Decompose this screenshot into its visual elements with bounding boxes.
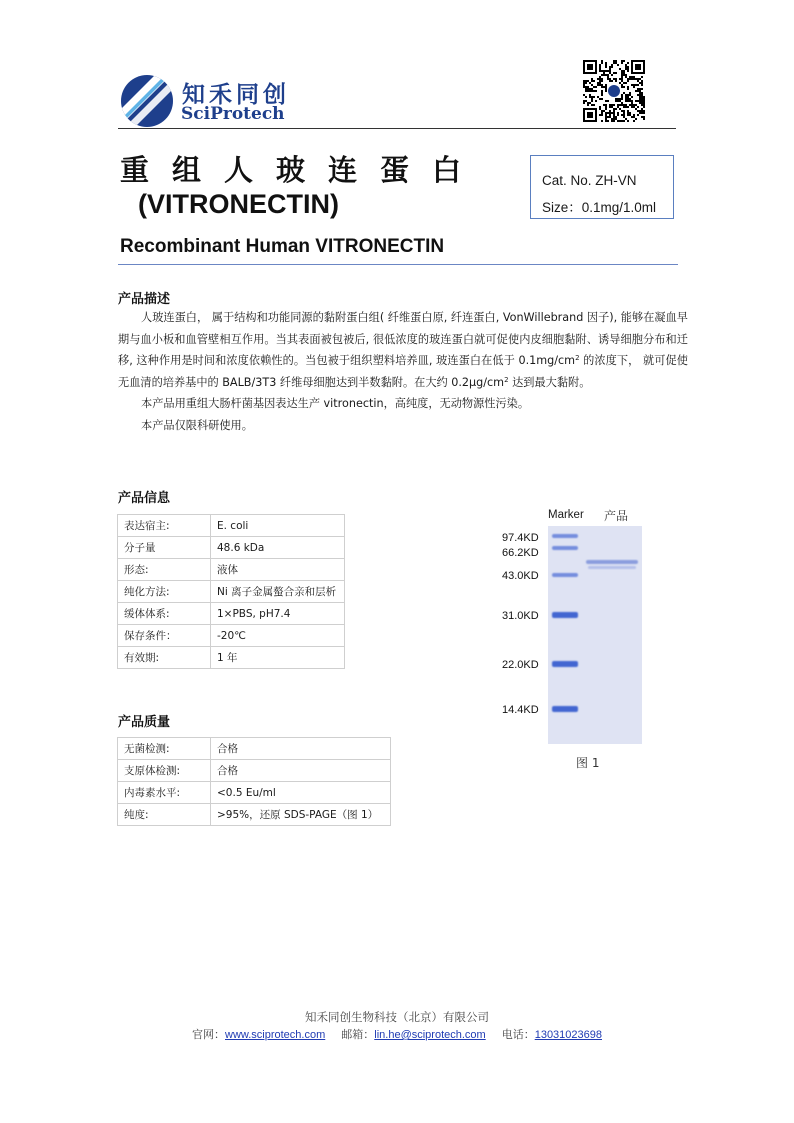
info-value: 1×PBS, pH7.4: [211, 603, 345, 625]
catalog-info-box: [530, 155, 674, 219]
description-paragraph-1: 人玻连蛋白， 属于结构和功能同源的黏附蛋白组( 纤维蛋白原, 纤连蛋白, VonWillebrand 因子), 能够在凝血早期与血小板和血管壁相互作用。当其表面被包被后, 很低浓度的玻连蛋白就可促使内皮细胞黏附、诱导细胞分布和迁移, 这种作用是时间和浓度依赖性的。当包被于组织塑料培养皿, 玻连蛋白在低于 $0.1mg/cm^2$ 的浓度下， 就可促使无血清的培养基中的 BALB/3T3 纤维母细胞达到半数黏附。在大约 $0.2\mu g/cm^2$ 达到最大黏附。: [118, 311, 688, 389]
quality-value: >95%，还原 SDS-PAGE（图 1）: [211, 804, 391, 826]
info-label: 表达宿主:: [118, 515, 211, 537]
sds-page-gel-image: [548, 526, 642, 744]
info-label: 缓体体系:: [118, 603, 211, 625]
marker-band: [552, 534, 578, 538]
info-row: [118, 537, 345, 559]
quality-row: [118, 760, 391, 782]
product-info-table: [117, 514, 345, 669]
sciprotech-logo-icon: [120, 74, 174, 128]
marker-band: [552, 612, 578, 618]
quality-label: 无菌检测:: [118, 738, 211, 760]
footer-company-name: 知禾同创生物科技（北京）有限公司: [305, 1010, 489, 1024]
quality-heading: 产品质量: [118, 715, 171, 730]
website-link[interactable]: www.sciprotech.com: [225, 1029, 326, 1041]
description-paragraph-2: 本产品用重组大肠杆菌基因表达生产 vitronectin，高纯度，无动物源性污染。: [141, 397, 530, 410]
quality-label: 纯度:: [118, 804, 211, 826]
info-value: 48.6 kDa: [211, 537, 345, 559]
marker-band: [552, 706, 578, 712]
info-label: 有效期:: [118, 647, 211, 669]
product-size: Size：0.1mg/1.0ml: [542, 200, 657, 215]
info-value: Ni 离子金属螯合亲和层析: [211, 581, 345, 603]
description-body: [118, 307, 688, 436]
marker-weight-label: 22.0KD: [502, 659, 539, 671]
phone-label: 电话：: [501, 1028, 535, 1041]
logo-chinese-name: 知禾同创: [182, 82, 290, 108]
marker-band: [552, 546, 578, 550]
info-value: 液体: [211, 559, 345, 581]
quality-label: 支原体检测:: [118, 760, 211, 782]
quality-row: [118, 782, 391, 804]
info-row: [118, 603, 345, 625]
website-label: 官网：: [192, 1028, 225, 1041]
email-label: 邮箱：: [341, 1028, 375, 1041]
info-value: -20℃: [211, 625, 345, 647]
gel-lane-marker-label: Marker: [548, 509, 584, 521]
info-value: 1 年: [211, 647, 345, 669]
title-divider: [118, 264, 678, 265]
description-paragraph-3: 本产品仅限科研使用。: [141, 418, 253, 432]
phone-link[interactable]: 13031023698: [534, 1029, 602, 1041]
info-label: 形态:: [118, 559, 211, 581]
email-link[interactable]: lin.he@sciprotech.com: [374, 1029, 486, 1041]
marker-weight-label: 14.4KD: [502, 704, 539, 716]
footer-contact: [0, 1026, 794, 1042]
product-quality-table: [117, 737, 391, 826]
info-row: [118, 581, 345, 603]
quality-row: [118, 804, 391, 826]
info-label: 分子量: [118, 537, 211, 559]
product-title-chinese: 重组人玻连蛋白: [120, 153, 485, 187]
marker-band: [552, 661, 578, 667]
quality-value: 合格: [211, 738, 391, 760]
info-value: E. coli: [211, 515, 345, 537]
figure-caption: 图 1: [576, 756, 600, 770]
marker-weight-label: 97.4KD: [502, 532, 539, 544]
product-band: [586, 560, 638, 564]
logo-english-name: SciProtech: [181, 104, 285, 124]
info-label: 保存条件：: [118, 625, 211, 647]
qr-code-icon[interactable]: [583, 60, 645, 122]
info-row: [118, 515, 345, 537]
info-heading: 产品信息: [118, 491, 171, 506]
quality-row: [118, 738, 391, 760]
marker-weight-label: 43.0KD: [502, 570, 539, 582]
marker-weight-label: 66.2KD: [502, 547, 539, 559]
info-label: 纯化方法:: [118, 581, 211, 603]
marker-weight-label: 31.0KD: [502, 610, 539, 622]
header-divider: [118, 128, 676, 129]
marker-band: [552, 573, 578, 577]
gel-lane-product-label: 产品: [604, 509, 629, 523]
quality-value: <0.5 Eu/ml: [211, 782, 391, 804]
info-row: [118, 647, 345, 669]
description-heading: 产品描述: [118, 292, 171, 307]
catalog-number: Cat. No. ZH-VN: [542, 173, 637, 188]
product-title-english: (VITRONECTIN): [138, 189, 339, 219]
info-row: [118, 625, 345, 647]
quality-value: 合格: [211, 760, 391, 782]
quality-label: 内毒素水平:: [118, 782, 211, 804]
product-subtitle: Recombinant Human VITRONECTIN: [120, 236, 445, 257]
product-band-faint: [588, 566, 636, 569]
info-row: [118, 559, 345, 581]
